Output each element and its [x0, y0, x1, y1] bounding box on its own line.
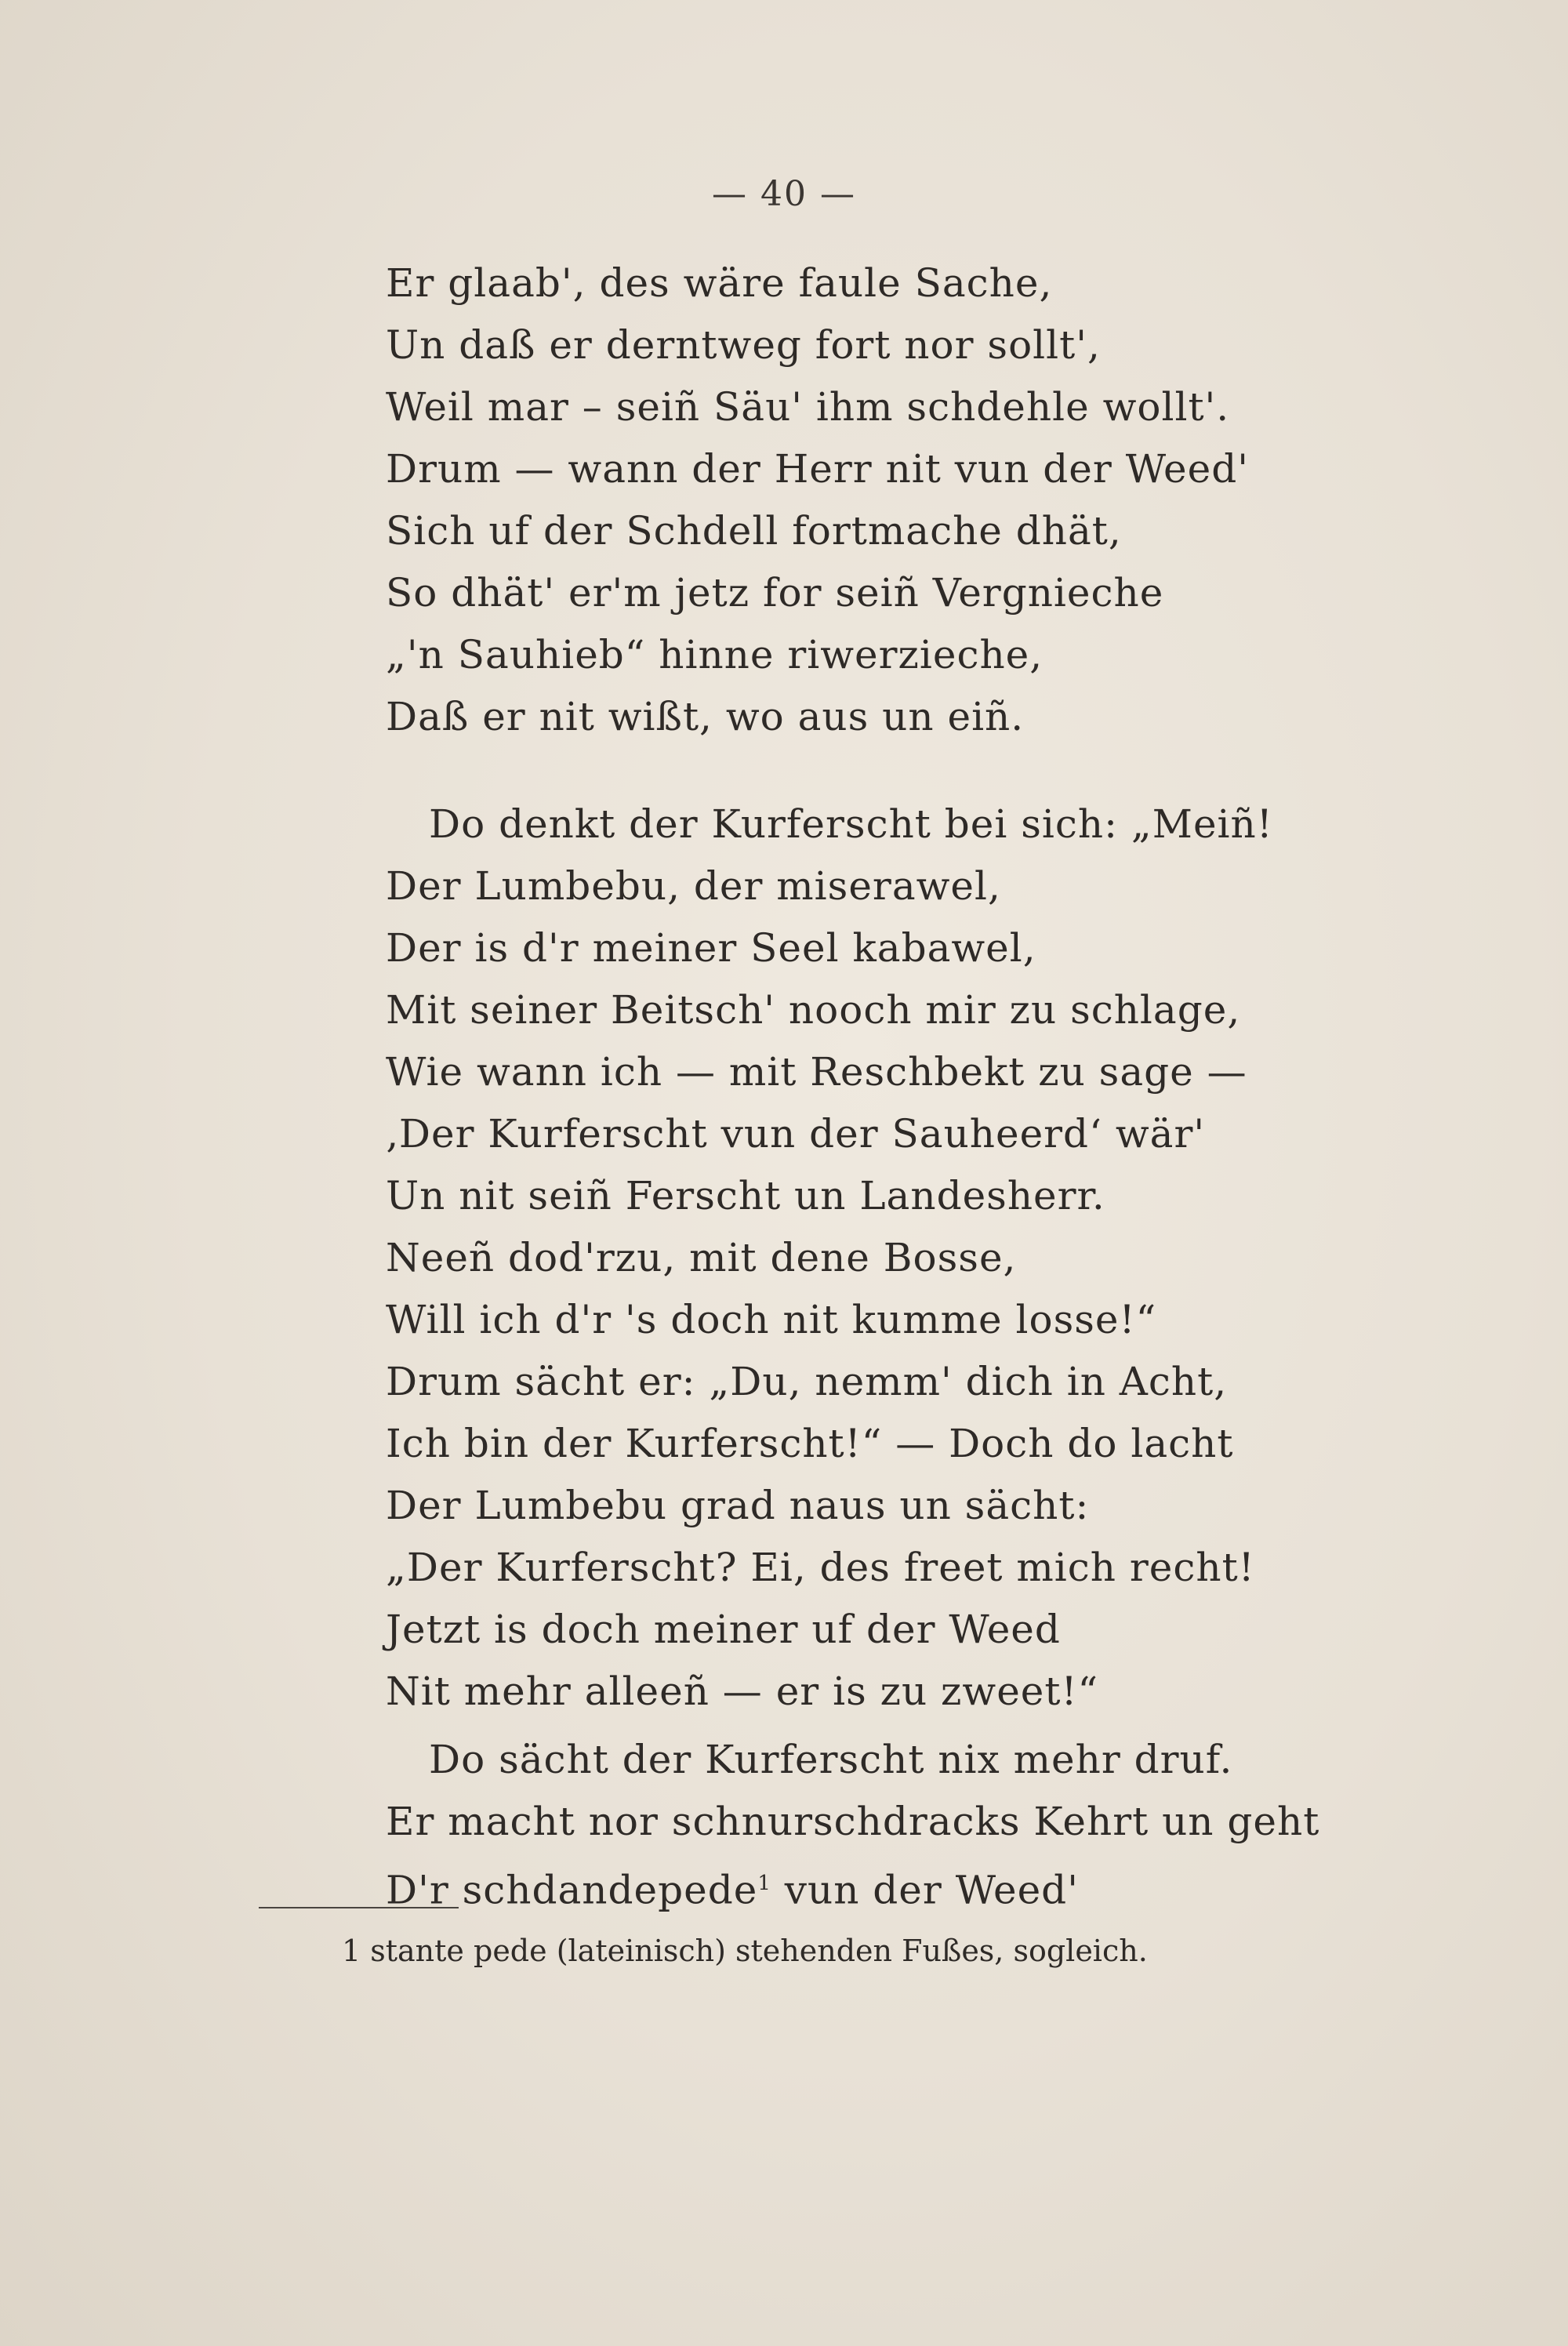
- verse-line: Drum sächt er: „Du, nemm' dich in Acht,: [386, 1359, 1228, 1404]
- verse-line: Will ich d'r 's doch nit kumme losse!“: [386, 1297, 1157, 1342]
- verse-line: Un daß er derntweg fort nor sollt',: [386, 322, 1101, 368]
- page-number: — 40 —: [712, 174, 856, 214]
- verse-line-tail: vun der Weed': [771, 1867, 1079, 1913]
- stanza-2: [386, 794, 1273, 1723]
- verse-line: Un nit seiñ Ferscht un Landesherr.: [386, 1173, 1105, 1218]
- verse-line: ‚Der Kurferscht vun der Sauheerd‘ wär': [386, 1111, 1206, 1157]
- verse-line: „'n Sauhieb“ hinne riwerzieche,: [386, 632, 1044, 677]
- footnote: 1 stante pede (lateinisch) stehenden Fußes, sogleich.: [342, 1934, 1148, 1968]
- verse-line: Er macht nor schnurschdracks Kehrt un geht: [386, 1799, 1320, 1844]
- footnote-marker: 1: [757, 1872, 771, 1895]
- verse-line: Neeñ dod'rzu, mit dene Bosse,: [386, 1235, 1017, 1280]
- verse-line: Wie wann ich — mit Reschbekt zu sage —: [386, 1049, 1247, 1095]
- verse-line: Er glaab', des wäre faule Sache,: [386, 260, 1053, 306]
- verse-line: Ich bin der Kurferscht!“ — Doch do lacht: [386, 1421, 1234, 1466]
- verse-line: Der Lumbebu grad naus un sächt:: [386, 1483, 1090, 1528]
- verse-line: Do denkt der Kurferscht bei sich: „Meiñ!: [429, 801, 1273, 847]
- verse-line: Daß er nit wißt, wo aus un eiñ.: [386, 694, 1025, 739]
- footnote-divider: [259, 1907, 459, 1908]
- verse-line: „Der Kurferscht? Ei, des freet mich recht!: [386, 1545, 1255, 1590]
- verse-line: Mit seiner Beitsch' nooch mir zu schlage,: [386, 987, 1241, 1033]
- verse-line: Der Lumbebu, der miserawel,: [386, 863, 1001, 909]
- verse-line-with-footnote: [386, 1853, 1319, 1915]
- verse-line: Nit mehr alleeñ — er is zu zweet!“: [386, 1669, 1099, 1714]
- verse-line-text: D'r schdandepede: [386, 1867, 758, 1913]
- verse-line: Weil mar – seiñ Säu' ihm schdehle wollt'.: [386, 384, 1230, 430]
- verse-line: Der is d'r meiner Seel kabawel,: [386, 925, 1036, 971]
- verse-line: Sich uf der Schdell fortmache dhät,: [386, 508, 1122, 554]
- stanza-1: [386, 252, 1249, 748]
- verse-line: Do sächt der Kurferscht nix mehr druf.: [429, 1737, 1233, 1782]
- verse-line: Jetzt is doch meiner uf der Weed: [386, 1607, 1061, 1652]
- stanza-3: [386, 1729, 1319, 1915]
- verse-line: Drum — wann der Herr nit vun der Weed': [386, 446, 1249, 492]
- verse-line: So dhät' er'm jetz for seiñ Vergnieche: [386, 570, 1164, 616]
